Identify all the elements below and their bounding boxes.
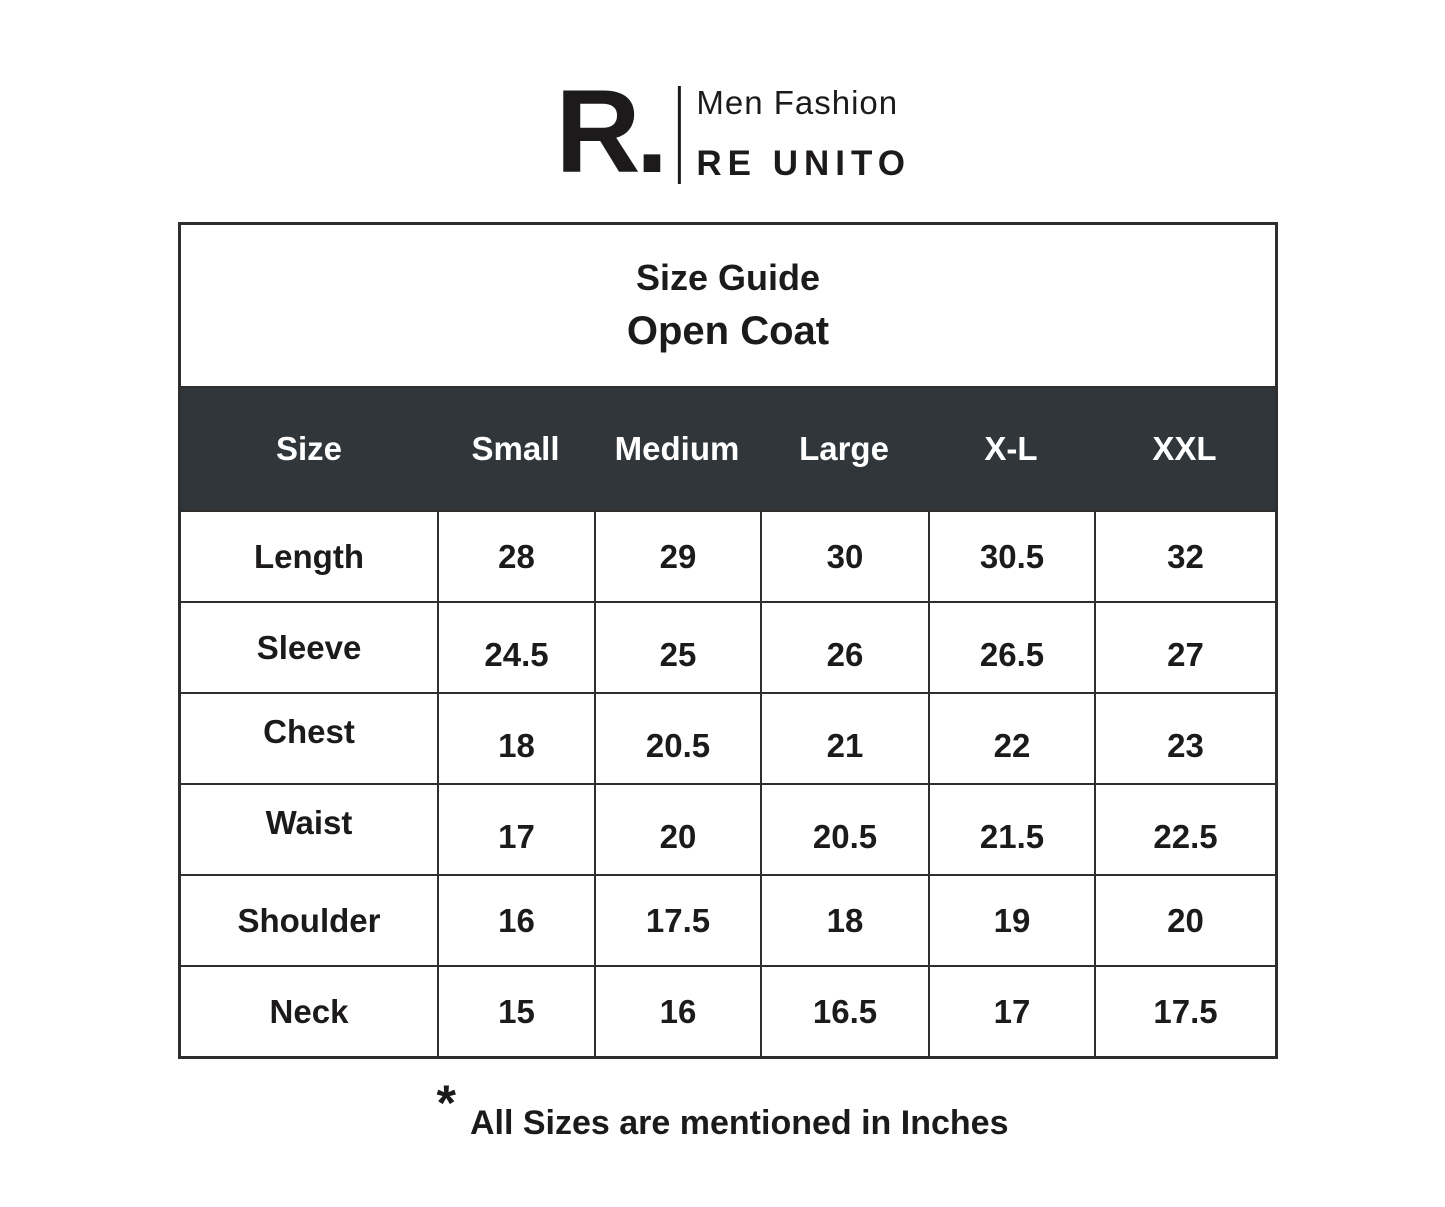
product-name: Open Coat [626, 309, 830, 353]
value-cell: 16.5 [760, 967, 928, 1056]
size-guide-table [178, 222, 1278, 1059]
value-cell: 21 [760, 694, 928, 783]
column-header-size: Size [275, 430, 343, 467]
value-cell: 15 [437, 967, 594, 1056]
logo-r-monogram: R. [555, 66, 664, 198]
value-cell: 29 [594, 512, 760, 601]
value-cell: 21.5 [928, 785, 1094, 874]
value-cell: 18 [437, 694, 594, 783]
column-header-medium: Medium [614, 430, 740, 467]
column-header-xxl: XXL [1152, 430, 1217, 467]
value-cell: 25 [594, 603, 760, 692]
footnote [0, 1075, 1445, 1146]
row-label-sleeve: Sleeve [256, 628, 362, 666]
table-row-sleeve [181, 601, 1275, 692]
value-cell: 16 [594, 967, 760, 1056]
row-label-shoulder: Shoulder [237, 901, 381, 939]
value-cell: 26.5 [928, 603, 1094, 692]
asterisk-mark: * [436, 1075, 456, 1131]
value-cell: 22.5 [1094, 785, 1275, 874]
logo-text-block [680, 84, 911, 186]
value-cell: 20 [1094, 876, 1275, 965]
value-cell: 30 [760, 512, 928, 601]
footnote-text: All Sizes are mentioned in Inches [469, 1104, 1009, 1142]
table-header-row [181, 388, 1275, 510]
value-cell: 17.5 [1094, 967, 1275, 1056]
row-label-length: Length [254, 537, 364, 575]
value-cell: 23 [1094, 694, 1275, 783]
value-cell: 17.5 [594, 876, 760, 965]
value-cell: 24.5 [437, 603, 594, 692]
table-row-neck [181, 965, 1275, 1056]
table-title-box [181, 225, 1275, 388]
row-label-chest: Chest [263, 712, 355, 750]
value-cell: 20 [594, 785, 760, 874]
value-cell: 30.5 [928, 512, 1094, 601]
table-row-chest [181, 692, 1275, 783]
value-cell: 19 [928, 876, 1094, 965]
table-row-length [181, 510, 1275, 601]
logo-tagline: Men Fashion [696, 84, 899, 121]
value-cell: 17 [437, 785, 594, 874]
row-label-waist: Waist [265, 803, 353, 841]
value-cell: 32 [1094, 512, 1275, 601]
table-row-shoulder [181, 874, 1275, 965]
table-title: Size Guide [635, 257, 821, 298]
column-header-small: Small [471, 430, 560, 467]
value-cell: 20.5 [760, 785, 928, 874]
column-header-xl: X-L [984, 430, 1038, 467]
row-label-neck: Neck [269, 992, 349, 1030]
column-header-large: Large [799, 430, 889, 467]
logo-brand-name: RE UNITO [696, 144, 911, 183]
value-cell: 28 [437, 512, 594, 601]
value-cell: 27 [1094, 603, 1275, 692]
value-cell: 18 [760, 876, 928, 965]
value-cell: 17 [928, 967, 1094, 1056]
value-cell: 16 [437, 876, 594, 965]
value-cell: 20.5 [594, 694, 760, 783]
table-row-waist [181, 783, 1275, 874]
value-cell: 26 [760, 603, 928, 692]
value-cell: 22 [928, 694, 1094, 783]
brand-logo [555, 66, 911, 198]
